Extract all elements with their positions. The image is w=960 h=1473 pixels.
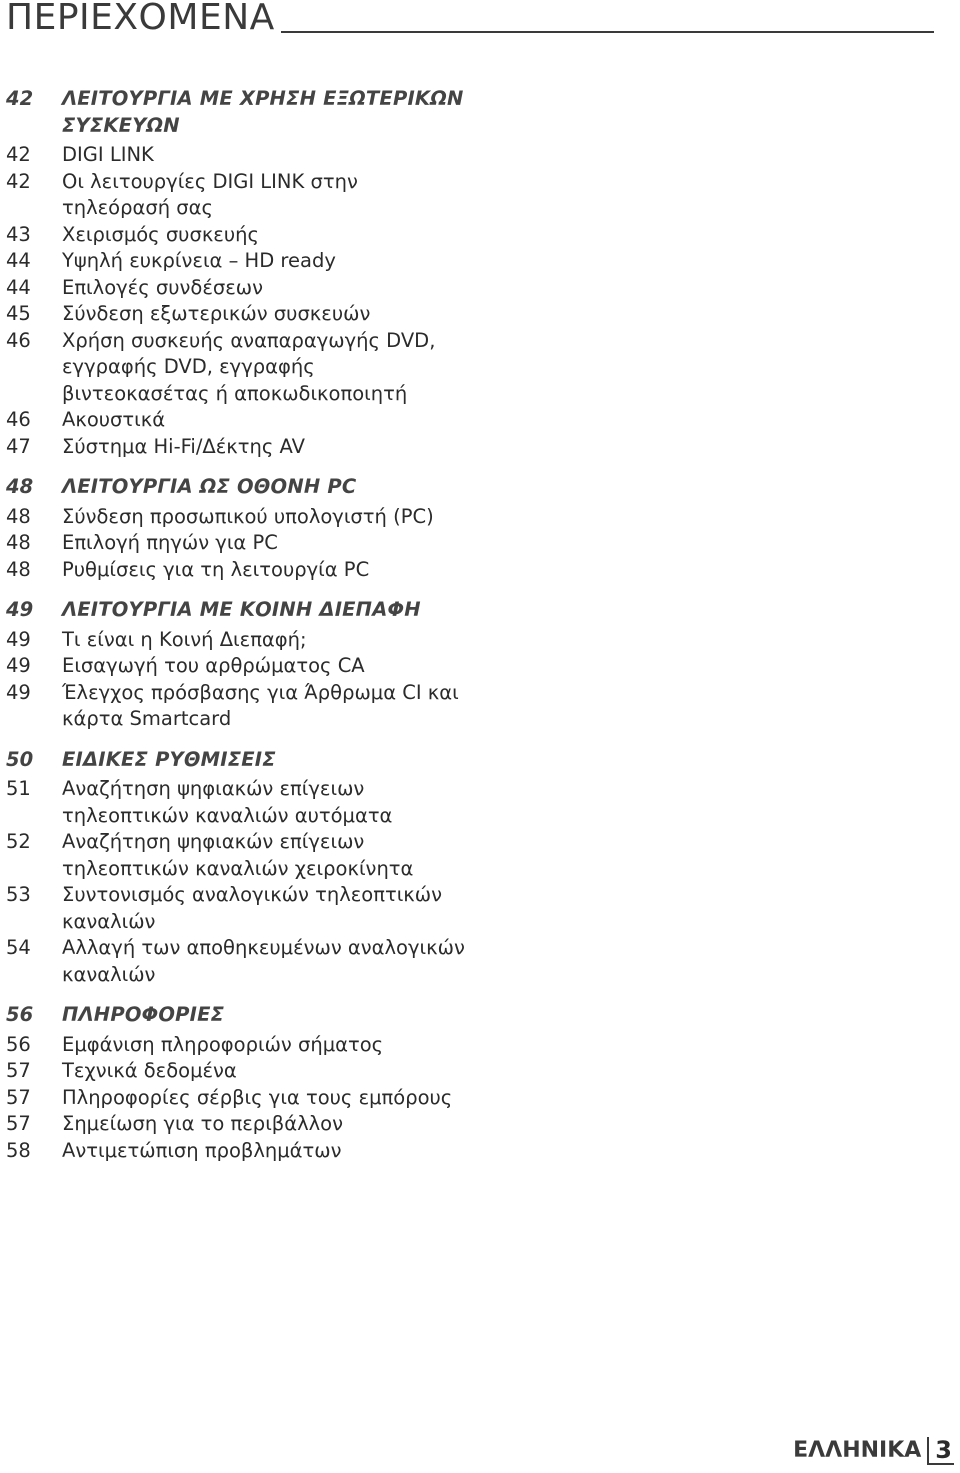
page-title: ΠΕΡΙΕΧΟΜΕΝΑ [6, 0, 281, 38]
toc-page-number: 56 [6, 1003, 34, 1026]
toc-entry[interactable] [6, 557, 466, 584]
toc-entry[interactable] [6, 434, 466, 461]
toc-entry-text: Επιλογή πηγών για PC [62, 531, 278, 554]
toc-entry-text: Υψηλή ευκρίνεια – HD ready [62, 249, 336, 272]
toc-entry-text: Αναζήτηση ψηφιακών επίγειων τηλεοπτικών καναλιών αυτόματα [62, 777, 393, 827]
toc-page-number: 49 [6, 627, 31, 651]
toc-entry-text: DIGI LINK [62, 143, 154, 166]
toc-page-number: 42 [6, 143, 31, 166]
toc-page-number: 46 [6, 328, 31, 352]
toc-entry-text: Πληροφορίες σέρβις για τους εμπόρους [62, 1085, 453, 1109]
toc-section-title: ΕΙΔΙΚΕΣ ΡΥΘΜΙΣΕΙΣ [62, 747, 276, 771]
footer-language: ΕΛΛΗΝΙΚΑ [793, 1438, 922, 1463]
toc-section-heading[interactable] [6, 747, 466, 774]
toc-page-number: 48 [6, 557, 31, 581]
toc-entry[interactable] [6, 680, 466, 733]
toc-page-number: 56 [6, 1032, 31, 1056]
toc-page-number: 54 [6, 936, 31, 959]
toc-entry[interactable] [6, 1111, 466, 1138]
toc-entry-text: Επιλογές συνδέσεων [62, 275, 263, 299]
toc-section-title: ΛΕΙΤΟΥΡΓΙΑ ΩΣ ΟΘΟΝΗ PC [62, 475, 357, 498]
toc-entry[interactable] [6, 1058, 466, 1085]
toc-entry-text: Τι είναι η Κοινή Διεπαφή; [62, 627, 307, 651]
toc-entry-text: Τεχνικά δεδομένα [62, 1059, 237, 1082]
toc-entry-text: Χρήση συσκευής αναπαραγωγής DVD, εγγραφής DVD, εγγραφής βιντεοκασέτας ή αποκωδικοποιητή [62, 328, 436, 405]
toc-entry[interactable] [6, 530, 466, 557]
toc-page-number: 57 [6, 1059, 31, 1082]
table-of-contents [6, 86, 466, 1178]
toc-entry[interactable] [6, 248, 466, 275]
toc-entry[interactable] [6, 407, 466, 434]
toc-entry[interactable] [6, 328, 466, 408]
toc-page-number: 49 [6, 680, 31, 704]
toc-page-number: 45 [6, 302, 31, 325]
toc-page-number: 51 [6, 777, 31, 800]
toc-entry-text: Αναζήτηση ψηφιακών επίγειων τηλεοπτικών καναλιών χειροκίνητα [62, 830, 414, 880]
toc-section-title: ΠΛΗΡΟΦΟΡΙΕΣ [62, 1003, 225, 1026]
toc-section [6, 474, 466, 583]
toc-section-heading[interactable] [6, 86, 466, 139]
toc-section [6, 1002, 466, 1164]
toc-entry-text: Ακουστικά [62, 408, 166, 431]
toc-page-number: 52 [6, 830, 31, 853]
toc-page-number: 48 [6, 475, 34, 498]
toc-page-number: 47 [6, 434, 31, 458]
toc-section [6, 597, 466, 733]
toc-page-number: 49 [6, 654, 31, 677]
toc-page-number: 42 [6, 169, 31, 193]
toc-entry-text: Σύνδεση προσωπικού υπολογιστή (PC) [62, 504, 434, 528]
toc-entry-text: Σημείωση για το περιβάλλον [62, 1112, 343, 1135]
toc-entry[interactable] [6, 653, 466, 680]
toc-section-title: ΛΕΙΤΟΥΡΓΙΑ ΜΕ ΚΟΙΝΗ ΔΙΕΠΑΦΗ [62, 598, 421, 621]
toc-page-number: 44 [6, 275, 31, 299]
toc-section-heading[interactable] [6, 1002, 466, 1029]
toc-entry-text: Οι λειτουργίες DIGI LINK στην τηλεόρασή σας [62, 169, 358, 219]
toc-entry[interactable] [6, 776, 466, 829]
toc-entry[interactable] [6, 222, 466, 249]
toc-page-number: 43 [6, 222, 31, 246]
toc-entry-text: Αλλαγή των αποθηκευμένων αναλογικών καναλιών [62, 936, 465, 986]
toc-page-number: 42 [6, 87, 34, 110]
toc-entry[interactable] [6, 142, 466, 169]
toc-entry-text: Σύστημα Hi-Fi/Δέκτης AV [62, 434, 305, 458]
toc-entry[interactable] [6, 627, 466, 654]
toc-entry-text: Ρυθμίσεις για τη λειτουργία PC [62, 557, 370, 581]
toc-entry-text: Συντονισμός αναλογικών τηλεοπτικών καναλιών [62, 883, 443, 933]
toc-entry[interactable] [6, 829, 466, 882]
toc-section-heading[interactable] [6, 474, 466, 501]
toc-entry[interactable] [6, 882, 466, 935]
page-footer [793, 1429, 954, 1465]
toc-section [6, 747, 466, 989]
page-header [6, 0, 934, 40]
toc-entry-text: Αντιμετώπιση προβλημάτων [62, 1138, 342, 1162]
toc-entry-text: Χειρισμός συσκευής [62, 222, 259, 246]
toc-section [6, 86, 466, 460]
toc-entry[interactable] [6, 301, 466, 328]
toc-section-title: ΛΕΙΤΟΥΡΓΙΑ ΜΕ ΧΡΗΣΗ ΕΞΩΤΕΡΙΚΩΝ ΣΥΣΚΕΥΩΝ [62, 87, 464, 137]
toc-page-number: 44 [6, 249, 31, 272]
toc-entry[interactable] [6, 504, 466, 531]
toc-entry-text: Σύνδεση εξωτερικών συσκευών [62, 302, 371, 325]
toc-entry[interactable] [6, 1138, 466, 1165]
toc-entry[interactable] [6, 1085, 466, 1112]
toc-entry-text: Έλεγχος πρόσβασης για Άρθρωμα CI και κάρτα Smartcard [62, 680, 459, 730]
toc-entry[interactable] [6, 275, 466, 302]
toc-entry[interactable] [6, 1032, 466, 1059]
toc-page-number: 58 [6, 1138, 31, 1162]
toc-page-number: 57 [6, 1085, 31, 1109]
toc-entry[interactable] [6, 169, 466, 222]
toc-entry-text: Εμφάνιση πληροφοριών σήματος [62, 1032, 384, 1056]
footer-page-number: 3 [927, 1437, 954, 1465]
toc-page-number: 57 [6, 1112, 31, 1135]
toc-page-number: 53 [6, 883, 31, 906]
toc-page-number: 48 [6, 531, 31, 554]
toc-entry[interactable] [6, 935, 466, 988]
toc-page-number: 50 [6, 747, 34, 771]
toc-page-number: 46 [6, 408, 31, 431]
toc-page-number: 48 [6, 504, 31, 528]
toc-entry-text: Εισαγωγή του αρθρώματος CA [62, 654, 365, 677]
toc-section-heading[interactable] [6, 597, 466, 624]
toc-page-number: 49 [6, 598, 34, 621]
